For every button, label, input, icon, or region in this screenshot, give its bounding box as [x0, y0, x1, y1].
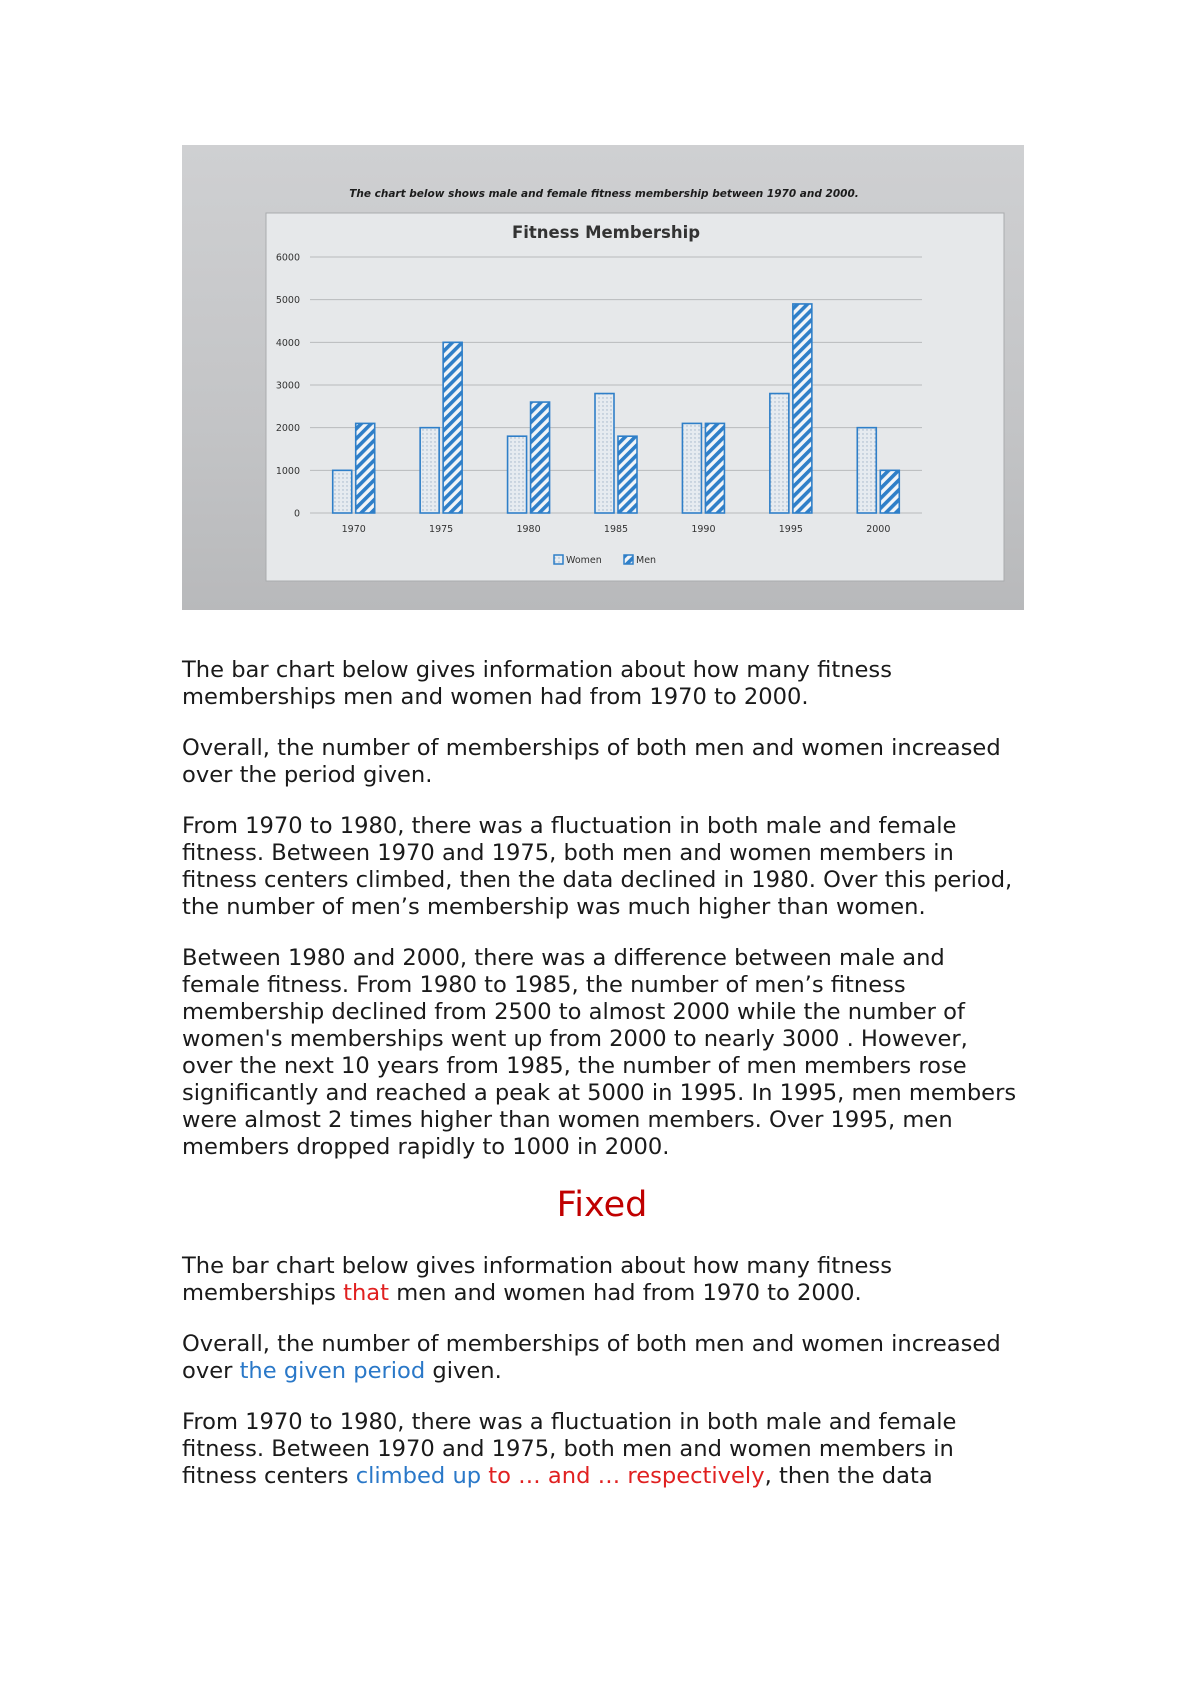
bar-men-1985 [618, 436, 637, 513]
bar-women-1980 [508, 436, 527, 513]
text-run: Overall, the number of memberships of both men and women increased over [182, 1331, 1001, 1384]
paragraph-intro: The bar chart below gives information about how many fitness memberships men and women had from 1970 to 2000. [182, 657, 892, 710]
bar-chart [182, 145, 1024, 610]
fixed-heading: Fixed [556, 1185, 648, 1225]
text-run: The bar chart below gives information about how many fitness memberships [182, 1253, 892, 1306]
bar-women-1975 [420, 428, 439, 513]
correction-insert: that [343, 1280, 390, 1306]
bar-women-1970 [333, 470, 352, 513]
chart-title: Fitness Membership [511, 223, 701, 242]
bar-men-1990 [705, 423, 724, 513]
bar-women-1985 [595, 394, 614, 513]
bar-women-1995 [770, 394, 789, 513]
fixed-paragraph-overview [182, 1331, 1022, 1385]
x-tick-label: 1980 [516, 524, 541, 535]
legend-swatch-women [554, 555, 563, 564]
bar-women-1990 [682, 423, 701, 513]
legend-label-women: Women [566, 555, 602, 566]
bar-men-1995 [793, 304, 812, 513]
chart-caption: The chart below shows male and female fitness membership between 1970 and 2000. [349, 188, 859, 200]
paragraph-1980-2000: Between 1980 and 2000, there was a difference between male and female fitness. From 1980 to 1985, the number of men’s fitness membership declined from 2500 to almost 2000 while the number of women's memberships went up from 2000 to nearly 3000 . However, over the next 10 years from 1985, the number of men members rose significantly and reached a peak at 5000 in 1995. In 1995, men members were almost 2 times higher than women members. Over 1995, men members dropped rapidly to 1000 in 2000. [182, 945, 1017, 1160]
text-run: given. [425, 1358, 502, 1384]
x-tick-label: 1990 [691, 524, 716, 535]
y-tick-label: 1000 [275, 465, 300, 477]
chart-frame [266, 213, 1004, 581]
correction-insert: to … and … respectively [481, 1463, 765, 1489]
legend-swatch-men [624, 555, 633, 564]
x-tick-label: 1995 [778, 524, 803, 535]
y-tick-label: 5000 [275, 295, 300, 307]
x-tick-label: 1985 [603, 524, 629, 535]
y-tick-label: 0 [293, 508, 300, 520]
x-tick-label: 1975 [429, 524, 454, 535]
bar-men-2000 [880, 470, 899, 513]
y-tick-label: 3000 [275, 380, 300, 392]
fixed-paragraph-1970-1980 [182, 1409, 1022, 1490]
correction-rephrase: climbed up [355, 1463, 482, 1489]
correction-rephrase: the given period [239, 1358, 426, 1384]
paragraph-1970-1980: From 1970 to 1980, there was a fluctuation in both male and female fitness. Between 1970 and 1975, both men and women members in fitness centers climbed, then the data declined in 1980. Over this period, the number of men’s membership was much higher than women. [182, 813, 1013, 920]
y-tick-label: 6000 [275, 252, 300, 264]
text-run: From 1970 to 1980, there was a fluctuation in both male and female fitness. Between 1970 and 1975, both men and women members in fitness centers [182, 1409, 957, 1489]
text-run: men and women had from 1970 to 2000. [389, 1280, 862, 1306]
legend-label-men: Men [636, 555, 657, 566]
paragraph-overview: Overall, the number of memberships of both men and women increased over the period given. [182, 735, 1001, 788]
y-tick-label: 2000 [275, 423, 300, 435]
text-run: , then the data [764, 1463, 933, 1489]
y-tick-label: 4000 [275, 337, 300, 349]
fixed-paragraph-intro [182, 1253, 1022, 1307]
bar-men-1975 [443, 342, 462, 513]
bar-women-2000 [857, 428, 876, 513]
bar-men-1980 [531, 402, 550, 513]
document-body [182, 657, 1022, 1514]
bar-men-1970 [356, 423, 375, 513]
x-tick-label: 1970 [341, 524, 366, 535]
x-tick-label: 2000 [866, 524, 891, 535]
chart-photo [182, 145, 1024, 610]
